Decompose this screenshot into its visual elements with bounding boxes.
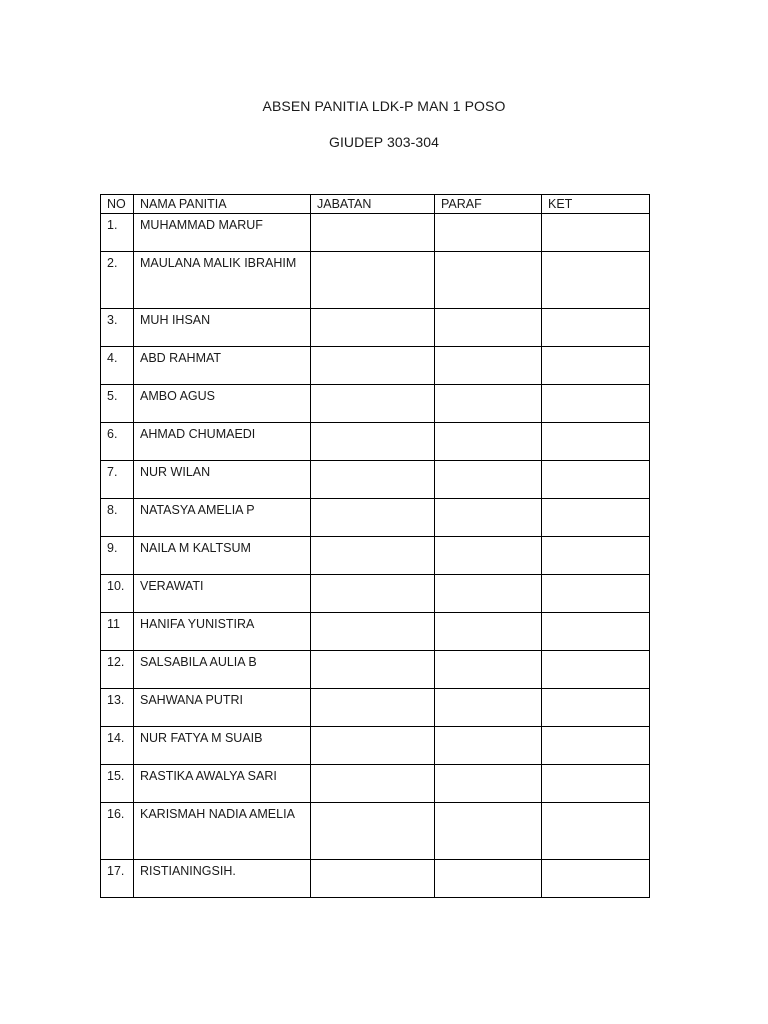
nama-panitia-cell: RASTIKA AWALYA SARI [134, 765, 311, 803]
ket-cell[interactable] [542, 214, 650, 252]
table-row [101, 214, 650, 252]
paraf-cell[interactable] [435, 689, 542, 727]
row-number-cell: 14. [101, 727, 134, 765]
ket-cell[interactable] [542, 309, 650, 347]
jabatan-cell[interactable] [311, 860, 435, 898]
table-row [101, 575, 650, 613]
table-row [101, 613, 650, 651]
paraf-cell[interactable] [435, 499, 542, 537]
paraf-cell[interactable] [435, 347, 542, 385]
ket-cell[interactable] [542, 689, 650, 727]
document-subtitle: GIUDEP 303-304 [328, 134, 440, 150]
row-number-cell: 2. [101, 252, 134, 309]
jabatan-cell[interactable] [311, 499, 435, 537]
paraf-cell[interactable] [435, 214, 542, 252]
table-row [101, 347, 650, 385]
table-row [101, 385, 650, 423]
ket-cell[interactable] [542, 252, 650, 309]
jabatan-cell[interactable] [311, 613, 435, 651]
ket-cell[interactable] [542, 765, 650, 803]
table-row [101, 252, 650, 309]
nama-panitia-cell: NAILA M KALTSUM [134, 537, 311, 575]
row-number-cell: 13. [101, 689, 134, 727]
paraf-cell[interactable] [435, 803, 542, 860]
header-no: NO [101, 195, 134, 214]
ket-cell[interactable] [542, 651, 650, 689]
ket-cell[interactable] [542, 803, 650, 860]
table-body [101, 214, 650, 898]
jabatan-cell[interactable] [311, 309, 435, 347]
row-number-cell: 4. [101, 347, 134, 385]
table-row [101, 689, 650, 727]
document-title: ABSEN PANITIA LDK-P MAN 1 POSO [262, 98, 506, 114]
row-number-cell: 10. [101, 575, 134, 613]
jabatan-cell[interactable] [311, 727, 435, 765]
paraf-cell[interactable] [435, 860, 542, 898]
nama-panitia-cell: VERAWATI [134, 575, 311, 613]
jabatan-cell[interactable] [311, 423, 435, 461]
jabatan-cell[interactable] [311, 689, 435, 727]
paraf-cell[interactable] [435, 727, 542, 765]
nama-panitia-cell: KARISMAH NADIA AMELIA [134, 803, 311, 860]
header-ket: KET [542, 195, 650, 214]
jabatan-cell[interactable] [311, 252, 435, 309]
nama-panitia-cell: AHMAD CHUMAEDI [134, 423, 311, 461]
jabatan-cell[interactable] [311, 214, 435, 252]
table-row [101, 309, 650, 347]
row-number-cell: 12. [101, 651, 134, 689]
paraf-cell[interactable] [435, 423, 542, 461]
header-paraf: PARAF [435, 195, 542, 214]
row-number-cell: 17. [101, 860, 134, 898]
nama-panitia-cell: AMBO AGUS [134, 385, 311, 423]
ket-cell[interactable] [542, 499, 650, 537]
ket-cell[interactable] [542, 575, 650, 613]
nama-panitia-cell: MUHAMMAD MARUF [134, 214, 311, 252]
paraf-cell[interactable] [435, 613, 542, 651]
nama-panitia-cell: NATASYA AMELIA P [134, 499, 311, 537]
table-row [101, 499, 650, 537]
paraf-cell[interactable] [435, 461, 542, 499]
jabatan-cell[interactable] [311, 347, 435, 385]
ket-cell[interactable] [542, 613, 650, 651]
ket-cell[interactable] [542, 385, 650, 423]
paraf-cell[interactable] [435, 575, 542, 613]
ket-cell[interactable] [542, 461, 650, 499]
table-row [101, 423, 650, 461]
row-number-cell: 7. [101, 461, 134, 499]
row-number-cell: 1. [101, 214, 134, 252]
ket-cell[interactable] [542, 423, 650, 461]
nama-panitia-cell: SALSABILA AULIA B [134, 651, 311, 689]
jabatan-cell[interactable] [311, 575, 435, 613]
table-header-row [101, 195, 650, 214]
jabatan-cell[interactable] [311, 537, 435, 575]
table-row [101, 537, 650, 575]
nama-panitia-cell: NUR FATYA M SUAIB [134, 727, 311, 765]
ket-cell[interactable] [542, 347, 650, 385]
row-number-cell: 15. [101, 765, 134, 803]
row-number-cell: 11 [101, 613, 134, 651]
paraf-cell[interactable] [435, 651, 542, 689]
table-row [101, 803, 650, 860]
paraf-cell[interactable] [435, 252, 542, 309]
jabatan-cell[interactable] [311, 765, 435, 803]
header-nama-panitia: NAMA PANITIA [134, 195, 311, 214]
nama-panitia-cell: MAULANA MALIK IBRAHIM [134, 252, 311, 309]
jabatan-cell[interactable] [311, 803, 435, 860]
jabatan-cell[interactable] [311, 461, 435, 499]
jabatan-cell[interactable] [311, 385, 435, 423]
table-row [101, 860, 650, 898]
row-number-cell: 5. [101, 385, 134, 423]
nama-panitia-cell: HANIFA YUNISTIRA [134, 613, 311, 651]
paraf-cell[interactable] [435, 385, 542, 423]
attendance-table [100, 194, 650, 898]
paraf-cell[interactable] [435, 765, 542, 803]
ket-cell[interactable] [542, 860, 650, 898]
row-number-cell: 8. [101, 499, 134, 537]
table-row [101, 651, 650, 689]
row-number-cell: 3. [101, 309, 134, 347]
nama-panitia-cell: NUR WILAN [134, 461, 311, 499]
table-row [101, 461, 650, 499]
nama-panitia-cell: MUH IHSAN [134, 309, 311, 347]
header-jabatan: JABATAN [311, 195, 435, 214]
paraf-cell[interactable] [435, 309, 542, 347]
nama-panitia-cell: SAHWANA PUTRI [134, 689, 311, 727]
ket-cell[interactable] [542, 727, 650, 765]
jabatan-cell[interactable] [311, 651, 435, 689]
paraf-cell[interactable] [435, 537, 542, 575]
table-row [101, 765, 650, 803]
nama-panitia-cell: RISTIANINGSIH. [134, 860, 311, 898]
ket-cell[interactable] [542, 537, 650, 575]
row-number-cell: 16. [101, 803, 134, 860]
row-number-cell: 9. [101, 537, 134, 575]
row-number-cell: 6. [101, 423, 134, 461]
nama-panitia-cell: ABD RAHMAT [134, 347, 311, 385]
table-row [101, 727, 650, 765]
